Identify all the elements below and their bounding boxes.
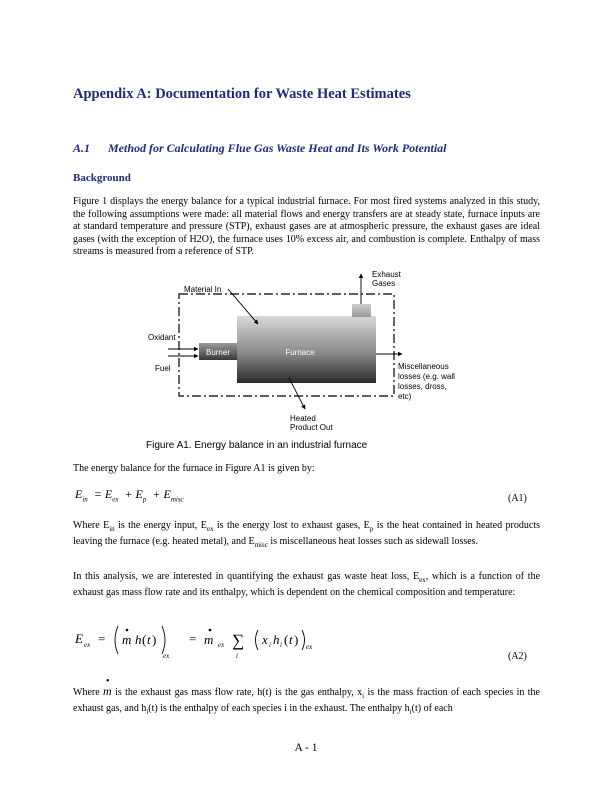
svg-text:x: x <box>262 632 268 647</box>
paragraph-exhaust-heat: In this analysis, we are interested in quantifying the exhaust gas waste heat loss, $E_{ex}$, which is a function of the exhaust gas mass flow rate and its enthalpy, which is dependent on the chemical composition and temperature: <box>73 571 541 598</box>
svg-text:m: m <box>204 632 214 647</box>
exhaust-label-2: Gases <box>372 279 396 288</box>
equation-a2 <box>72 618 432 662</box>
paragraph-definitions: Where $E_{in}$ is the energy input, $E_{ex}$ is the energy lost to exhaust gases, $E_p$ is the heat contained in heated products leaving the furnace (e.g. heated metal), and $E_{misc}$ is miscellaneous heat losses such as sidewall losses. <box>73 520 540 549</box>
misc-label-2: losses (e.g. wall <box>398 372 455 381</box>
exhaust-stack <box>352 304 371 317</box>
misc-label-3: losses, dross, <box>398 382 447 391</box>
svg-text:): ) <box>152 632 157 647</box>
figure-caption: Figure A1. Energy balance in an industrial furnace <box>146 440 368 451</box>
burner-label: Burner <box>205 348 231 357</box>
svg-text:i: i <box>236 652 238 660</box>
svg-text:ex: ex <box>163 652 170 660</box>
svg-text:i: i <box>269 641 271 649</box>
svg-text:∑: ∑ <box>232 631 245 650</box>
exhaust-label-1: Exhaust <box>372 270 401 279</box>
subheading-background: Background <box>73 172 131 184</box>
furnace-label: Furnace <box>285 348 315 357</box>
section-number: A.1 <box>73 141 91 155</box>
svg-text:E: E <box>75 631 83 646</box>
m-dot-symbol: • m <box>103 676 112 698</box>
svg-text:h: h <box>273 632 280 647</box>
misc-label-1: Miscellaneous <box>398 362 449 371</box>
heated-label-2: Product Out <box>290 423 333 432</box>
paragraph-energy-balance: The energy balance for the furnace in Figure A1 is given by: <box>73 463 315 474</box>
equation-a1-number: (A1) <box>508 493 527 504</box>
svg-text:): ) <box>294 632 299 647</box>
section-title: Method for Calculating Flue Gas Waste Heat and Its Work Potential <box>108 141 447 155</box>
svg-text:=: = <box>98 631 106 646</box>
oxidant-label: Oxidant <box>148 333 176 342</box>
svg-text:ex: ex <box>84 641 91 649</box>
fuel-label: Fuel <box>155 364 171 373</box>
svg-text:h: h <box>135 632 142 647</box>
svg-text:(: ( <box>142 632 147 647</box>
material-in-label: Material In <box>184 285 222 294</box>
page-title: Appendix A: Documentation for Waste Heat Estimates <box>73 86 411 102</box>
svg-text:ex: ex <box>306 643 313 651</box>
svg-text:ex: ex <box>218 641 225 649</box>
paragraph-variables: Where • m is the exhaust gas mass flow rate, h(t) is the gas enthalpy, $x_i$ is the mass fraction of each species in the exhaust gas, and $h_i(t)$ is the enthalpy of each species i in the exhaust. The enthalpy $h_i(t)$ of each <box>73 676 540 716</box>
svg-text:(: ( <box>284 632 289 647</box>
svg-text:=: = <box>189 631 197 646</box>
svg-text:t: t <box>147 632 151 647</box>
page-number: A - 1 <box>294 742 318 754</box>
energy-balance-diagram <box>140 264 472 436</box>
svg-text:t: t <box>289 632 293 647</box>
paragraph-intro: Figure 1 displays the energy balance for a typical industrial furnace. For most fired systems analyzed in this study, the following assumptions were made: all material flows and energy transfers are at steady state, furnace inputs are at standard temperature and pressure (STP), exhaust gases are at atmospheric pressure, the exhaust gases are ideal gases (with the exception of H2O), the furnace uses 10% excess air, and combustion is complete. Enthalpy of mass streams is measured from a reference of STP. <box>73 196 540 257</box>
svg-text:i: i <box>280 641 282 649</box>
heated-label-1: Heated <box>290 414 316 423</box>
equation-a1: $E_{in} = E_{ex} + E_p + E_{misc}$ <box>75 487 184 504</box>
equation-a2-number: (A2) <box>508 651 527 662</box>
misc-label-4: etc) <box>398 392 412 401</box>
svg-text:m: m <box>122 632 132 647</box>
